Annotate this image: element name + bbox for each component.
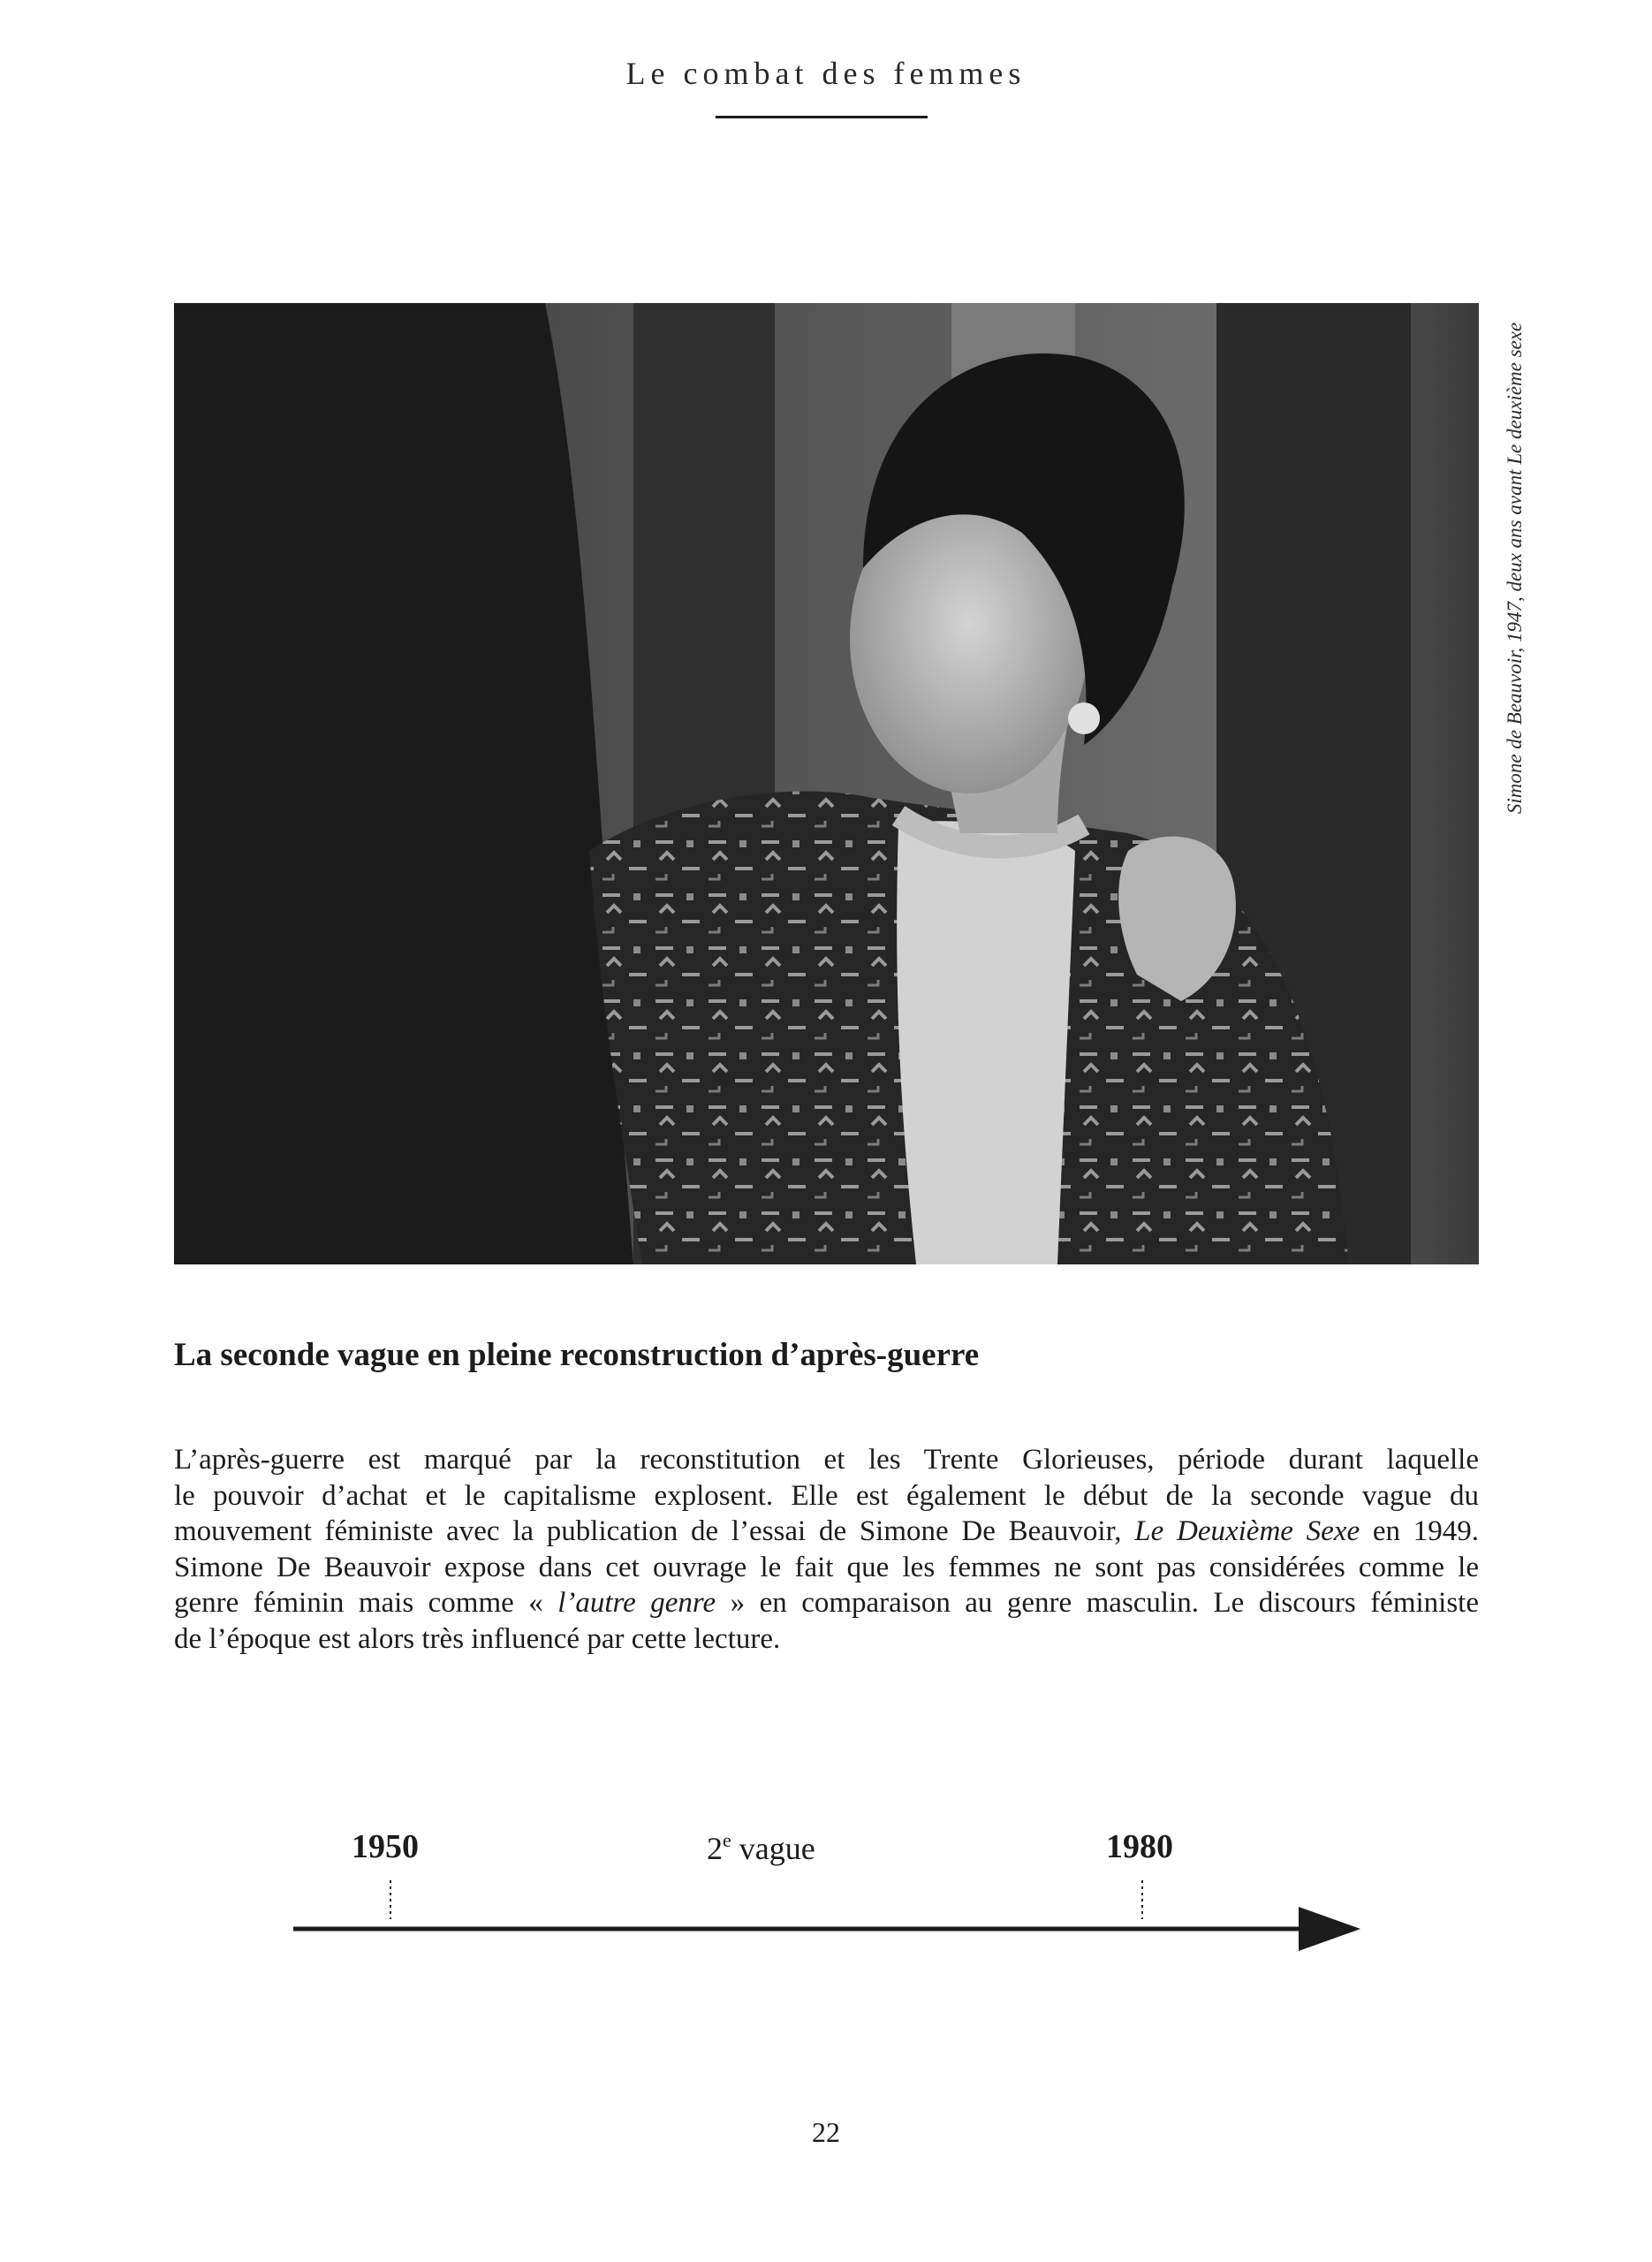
timeline-label-superscript: e bbox=[723, 1829, 731, 1851]
paragraph-text: » en comparaison au genre masculin. Le discours féministe bbox=[716, 1587, 1479, 1619]
book-title: Le Deuxième Sexe bbox=[1134, 1515, 1360, 1547]
photo-caption-text: Simone de Beauvoir, 1947, deux ans avant Le deuxième sexe bbox=[1504, 322, 1526, 815]
paragraph-text: genre féminin mais comme « bbox=[174, 1587, 558, 1619]
header-rule bbox=[716, 116, 928, 118]
quoted-term: l’autre genre bbox=[557, 1587, 716, 1619]
page-number: 22 bbox=[812, 2116, 840, 2148]
paragraph-text: mouvement féministe avec la publication de l’essai de Simone De Beauvoir, bbox=[174, 1515, 1135, 1547]
portrait-photo bbox=[174, 303, 1479, 1264]
timeline-label-word: vague bbox=[731, 1831, 815, 1866]
paragraph-line bbox=[174, 1514, 1479, 1550]
timeline-end-year: 1980 bbox=[1106, 1828, 1173, 1865]
timeline-label-number: 2 bbox=[707, 1831, 723, 1866]
timeline-start-year: 1950 bbox=[352, 1828, 419, 1865]
paragraph-line: L’après-guerre est marqué par la reconstitution et les Trente Glorieuses, période durant laquelle bbox=[174, 1444, 1479, 1476]
arrow-head-icon bbox=[1299, 1907, 1360, 1951]
timeline-graphic bbox=[0, 1811, 1652, 1988]
running-header: Le combat des femmes bbox=[625, 56, 1027, 91]
timeline bbox=[0, 1811, 1652, 1988]
paragraph-line bbox=[174, 1585, 1479, 1621]
paragraph-line: Simone De Beauvoir expose dans cet ouvrage le fait que les femmes ne sont pas considérées comme le bbox=[174, 1551, 1479, 1583]
section-heading: La seconde vague en pleine reconstruction d’après-guerre bbox=[174, 1337, 980, 1373]
portrait-photo-illustration bbox=[174, 303, 1479, 1264]
paragraph-line: le pouvoir d’achat et le capitalisme explosent. Elle est également le début de la seconde vague du bbox=[174, 1479, 1479, 1512]
paragraph-text: en 1949. bbox=[1360, 1515, 1479, 1547]
paragraph-line: de l’époque est alors très influencé par cette lecture. bbox=[174, 1622, 781, 1655]
body-paragraph bbox=[174, 1442, 1479, 1657]
photo-caption bbox=[1493, 303, 1537, 833]
